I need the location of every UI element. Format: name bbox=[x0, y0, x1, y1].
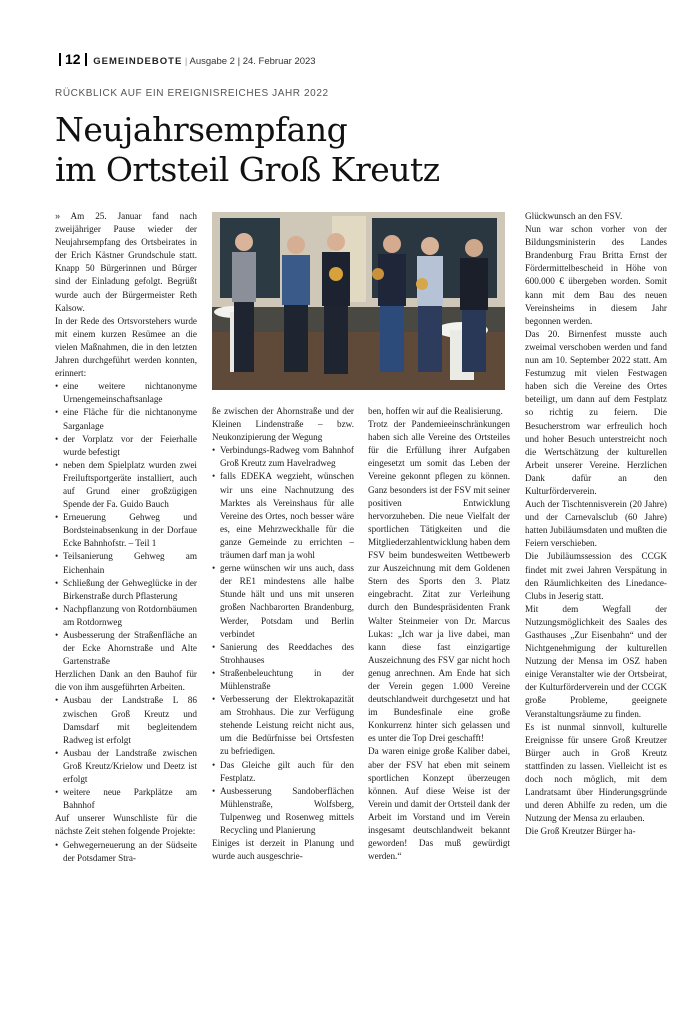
issue-info: Ausgabe 2 | 24. Februar 2023 bbox=[189, 56, 316, 67]
paragraph: Nun war schon vorher von der Bildungsministerin des Landes Brandenburg Frau Britta Ernst der Fördermittelbescheid in Höhe von 600.000 € übergeben worden. Somit kann mit dem Bau des neuen Vereinsheims in diesem Jahr begonnen werden. bbox=[525, 224, 667, 326]
paragraph: In der Rede des Ortsvorstehers wurde mit einem kurzen Resümee an die vielen Maßnahmen, die in den letzten Jahren durchgeführt werden konnten, erinnert: bbox=[55, 315, 197, 379]
list-item: • eine Fläche für die nichtanonyme Sarganlage bbox=[55, 406, 197, 432]
brand-name: GEMEINDEBOTE bbox=[93, 56, 183, 67]
paragraph: Einiges ist derzeit in Planung und wurde auch ausgeschrie- bbox=[212, 838, 354, 862]
list-item: • Das Gleiche gilt auch für den Festplatz. bbox=[212, 759, 354, 785]
paragraph: Mit dem Wegfall der Nutzungsmöglichkeit des Saales des Gasthauses „Zur Eisenbahn“ und der Nichtgenehmigung der kulturellen Nutzung der Mensa im OSZ haben einige Veranstalter wie der Ortsbeirat, der Kulturförderverein und der CCGK große Probleme, geeignete Veranstaltungsräume zu finden. bbox=[525, 603, 667, 719]
intro-paragraph: Am 25. Januar fand nach zweijähriger Pause wieder der Neujahrsempfang des Ortsbeirates in der Erich Kästner Grundschule statt. Knapp 50 Bürgerinnen und Bürger sind der Einladung gefolgt. Begrüßt wurde auch der Bürgermeister Reth Kalsow. bbox=[55, 211, 197, 313]
road-list bbox=[55, 694, 197, 812]
group-photo-illustration bbox=[212, 212, 505, 390]
list-item: • Nachpflanzung von Rotdornbäumen am Rotdornweg bbox=[55, 603, 197, 629]
paragraph: Die Groß Kreutzer Bürger ha- bbox=[525, 826, 636, 837]
column-2 bbox=[212, 405, 354, 863]
list-item: • Ausbesserung der Straßenfläche an der Ecke Ahornstraße und Alte Gartenstraße bbox=[55, 629, 197, 668]
list-item: • Verbindungs-Radweg vom Bahnhof Groß Kreutz zum Havelradweg bbox=[212, 444, 354, 470]
article-kicker: RÜCKBLICK AUF EIN EREIGNISREICHES JAHR 2022 bbox=[55, 88, 329, 99]
page-header: 12 GEMEINDEBOTE | Ausgabe 2 | 24. Februar 2023 bbox=[55, 51, 316, 67]
list-item: • neben dem Spielplatz wurden zwei Freiluftsportgeräte installiert, auch auf Grund einer großzügigen Spende der Fa. Guido Bauch bbox=[55, 459, 197, 511]
paragraph: Da waren einige große Kaliber dabei, aber der FSV hat eben mit seinem sportlichen Konzept überzeugen können. Auf diese Weise ist der Verein und damit der Ortsteil dank der Arbeit im Vorstand und im Verein insgesamt deutschlandweit bekannt geworden! Das muß gewürdigt werden.“ bbox=[368, 746, 510, 862]
title-line-1: Neujahrsempfang bbox=[55, 110, 348, 149]
list-item: • Sanierung des Reeddaches des Strohhauses bbox=[212, 641, 354, 667]
list-item: • Schließung der Gehweglücke in der Birkenstraße durch Pflasterung bbox=[55, 577, 197, 603]
wish-list bbox=[55, 839, 197, 865]
list-item: • Erneuerung Gehweg und Bordsteinabsenkung in der Dorfaue Ecke Bahnhofstr. – Teil 1 bbox=[55, 511, 197, 550]
list-item: • Straßenbeleuchtung in der Mühlenstraße bbox=[212, 667, 354, 693]
title-line-2: im Ortsteil Groß Kreutz bbox=[55, 150, 440, 189]
paragraph: Auf unserer Wunschliste für die nächste Zeit stehen folgende Projekte: bbox=[55, 813, 197, 837]
paragraph: ben, hoffen wir auf die Realisierung. bbox=[368, 406, 503, 416]
paragraph: Glückwunsch an den FSV. bbox=[525, 211, 623, 221]
event-photo bbox=[212, 212, 505, 390]
list-item: • Teilsanierung Gehweg am Eichenhain bbox=[55, 550, 197, 576]
column-3 bbox=[368, 405, 510, 863]
article-title bbox=[55, 110, 440, 190]
list-item: • Verbesserung der Elektrokapazität am Strohhaus. Die zur Verfügung stehende Leistung reicht nicht aus, um die Bedürfnisse bei Ortsfesten zu befriedigen. bbox=[212, 693, 354, 758]
list-item: • eine weitere nichtanonyme Urnengemeinschaftsanlage bbox=[55, 380, 197, 406]
column-1 bbox=[55, 210, 197, 865]
paragraph: ße zwischen der Ahornstraße und der Kleinen Lindenstraße – bzw. Neukonzipierung der Wegung bbox=[212, 406, 354, 443]
list-item: • Ausbau der Landstraße L 86 zwischen Groß Kreutz und Damsdarf mit begleitendem Radweg ist erfolgt bbox=[55, 694, 197, 746]
measures-list bbox=[55, 380, 197, 668]
start-mark: » bbox=[55, 211, 61, 221]
paragraph: Die Jubiläumssession des CCGK findet mit zwei Jahren Verspätung in den Räumlichkeiten des Linedance-Clubs in Jeserig statt. bbox=[525, 551, 667, 601]
list-item: • gerne wünschen wir uns auch, dass der RE1 mindestens alle halbe Stunde hält und uns mit unseren großen Nachbarorten Brandenburg, Werder, Potsdam und Berlin verbindet bbox=[212, 562, 354, 641]
list-item: • Ausbesserung Sandoberflächen Mühlenstraße, Wolfsberg, Tulpenweg und Rosenweg mittels Recycling und Planierung bbox=[212, 785, 354, 837]
list-item: • der Vorplatz vor der Feierhalle wurde befestigt bbox=[55, 433, 197, 459]
column-4 bbox=[525, 210, 667, 839]
page-number: 12 bbox=[65, 51, 81, 67]
paragraph: Es ist nunmal sinnvoll, kulturelle Ereignisse für unsere Groß Kreutzer Bürger auch in Groß Kreutz stattfinden zu lassen. Vielleicht ist es doch noch möglich, mit dem Landratsamt über Hinderungsgründe und deren Abhilfe zu reden, um die Nutzung der Mensa zu erlauben. bbox=[525, 721, 667, 824]
paragraph: Herzlichen Dank an den Bauhof für die von ihm ausgeführten Arbeiten. bbox=[55, 669, 197, 693]
wish-list-continued bbox=[212, 444, 354, 837]
list-item: • weitere neue Parkplätze am Bahnhof bbox=[55, 786, 197, 812]
list-item: • Ausbau der Landstraße zwischen Groß Kreutz/Krielow und Deetz ist erfolgt bbox=[55, 747, 197, 786]
list-item: • falls EDEKA wegzieht, wünschen wir uns eine Nachnutzung des Marktes als Vereinshaus für alle Vereine des Ortes, noch besser wäre es, eine Mehrzweckhalle für die ganze Gemeinde zu errichten – träumen darf man ja wohl bbox=[212, 470, 354, 562]
list-item: • Gehwegerneuerung an der Südseite der Potsdamer Stra- bbox=[55, 839, 197, 865]
paragraph: Trotz der Pandemieeinschränkungen haben sich alle Vereine des Ortsteiles für die Erfüllung ihrer Aufgaben eingesetzt um somit das Leben der Vereine gekonnt pflegen zu können. Ganz besonders ist der FSV mit seiner positiven Entwicklung hervorzuheben. Die neue Vielfalt der sportlichen Tätigkeiten und die Mitgliederzahlentwicklung haben dem FSV beim bundesweiten Wettbewerb zur Auszeichnung mit dem Goldenen Stern des Sports den 3. Platz eingebracht. Zitat zur Verleihung durch den Bundespräsidenten Frank Walter Steinmeier von Dr. Marcus Lukas: „Ich war ja live dabei, man kann diese fast einzigartige Auszeichnung des FSV gar nicht hoch genug anrechnen. Am Ende hat sich der Verein gegen 1.000 Vereine deutschlandweit durchgesetzt und hat im Bundesfinale eine große Konkurrenz hinter sich gelassen und es unter die Top Drei geschafft! bbox=[368, 419, 510, 744]
paragraph: Das 20. Birnenfest musste auch zweimal verschoben werden und fand nun am 10. September 2022 statt. Am Festumzug mit vielen Festwagen haben sich die Vereine des Ortes beteiligt, um dann auf dem Festplatz so richtig zu feiern. Die Besucherstrom war erfreulich hoch und hoher Besuch unterstreicht noch die Wertschätzung der kulturellen Arbeit unserer Vereine. Herzlichen Dank dafür an den Kulturförderverein. bbox=[525, 328, 667, 496]
paragraph: Auch der Tischtennisverein (20 Jahre) und der Carnevalsclub (60 Jahre) hatten Jubiläumsdaten und mußten die Feiern verschieben. bbox=[525, 499, 667, 549]
